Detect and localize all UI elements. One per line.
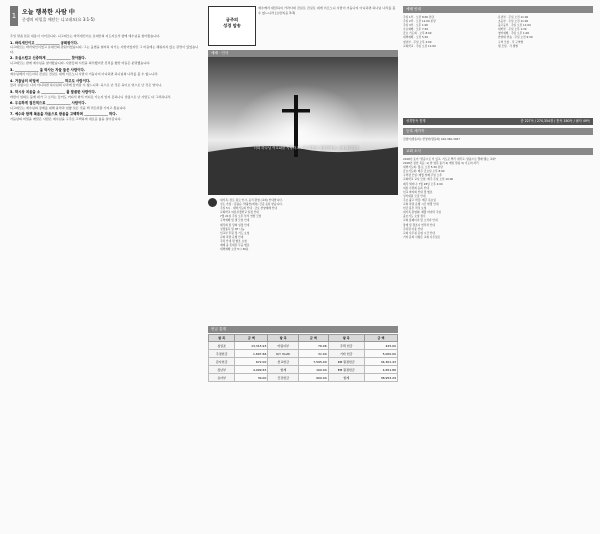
offering-cell: 38,953.29 xyxy=(364,374,397,382)
news-item: 선교 바자회 안내 및 협조 xyxy=(403,189,433,194)
offering-cell: 672.00 xyxy=(235,358,268,366)
news-item: 금요기도회: 매주 금요일 오후 8:00 xyxy=(403,169,445,174)
offering-cell: 900.00 xyxy=(299,374,329,382)
notice-item: 새가족: 장로 원로 인사, 공식 환영 (교회) 안내합니다. xyxy=(220,198,283,202)
news-item: 2018년 표어 "믿음으로 서 있고, 기도로 뿌리 내리고, 말씀으로 열매 맺는 교회" xyxy=(403,157,497,161)
notice-item: 예배 중 휴대폰 무음 협조 xyxy=(220,243,250,248)
sermon-section-text: 예수님께서 이르시되 진실로 진실로 네게 이르노니 사람이 거듭나지 아니하면 하나님의 나라를 볼 수 없느니라. xyxy=(10,72,159,77)
sermon-section-text: 거듭남의 비밀을 깨달은 사람은 예수님을 구주로 고백하며 새로운 삶을 살아갑니다. xyxy=(10,116,122,121)
sermon-section-heading: 1. 바리새인이고 ______________ 공회원이다. xyxy=(10,40,79,45)
offering-table xyxy=(208,334,398,382)
sermon-title: 오늘 행복한 사람 中 xyxy=(22,9,75,16)
news-item: 기타 문의 사항은 교회 사무실로 xyxy=(403,234,441,239)
offering-cell: 합계 xyxy=(268,366,299,374)
offering-cell: K/Y Youth xyxy=(268,350,299,358)
news-item: 여름 수련회 등록 안내 xyxy=(403,185,429,190)
sermon-subtitle: 중생의 비밀을 깨닫는 니고데모(요 3:1-5) xyxy=(22,17,95,22)
worship-header: 예배 안내 xyxy=(403,6,593,13)
sermon-section-text: 니고데모는 밤에 예수님을 찾아왔습니다. 사람들의 시선을 의식했지만 진리를 향한 마음은 분명했습니다. xyxy=(10,60,151,65)
offering-cell: 주정헌금 xyxy=(209,350,235,358)
worship-item: 셀 모임 · 각 셀별 xyxy=(498,43,518,48)
news-item: 교회 차량 운행 시간 변경 안내 xyxy=(403,202,439,207)
notice-item: 7월 21일 주일 오후 부서 연합 모임 xyxy=(220,214,262,219)
offering-row xyxy=(209,366,398,374)
notice-list xyxy=(208,198,398,251)
offering-cell: 76.06 xyxy=(299,342,329,350)
sermon-section-heading: 4. 거듭남의 비밀에 ______________ 하고도 사람이다. xyxy=(10,78,91,83)
sermon-intro: 주일 말씀 본문 내용이 이어집니다. 니고데모는 바리새인이요 유대인의 지도자로서 밤에 예수님을 찾아왔습니다. xyxy=(10,34,161,38)
offering-col-header: 항 목 xyxy=(209,335,235,342)
offering-cell: 어린이부 xyxy=(268,342,299,350)
bible-stat-value: 총 227독 / 270,354장 / 통독 180독 / 필사 49독 xyxy=(520,119,590,123)
notice-item: 구역예배 및 셀 모임 안내 xyxy=(220,218,250,223)
worship-item: 대학부 · 주일 오후 1:30 xyxy=(498,27,527,32)
sermon-section-text: 니고데모는 바리새인이었고 유대인의 관원이었습니다. 그는 율법을 철저히 지키는 사람이었지만 그 마음에는 채워지지 않는 갈망이 있었습니다. xyxy=(10,45,199,54)
worship-item: 수요예배 · 오후 7:30 xyxy=(403,27,429,32)
worship-item: 새벽예배 · 오전 5:30 xyxy=(403,35,429,40)
sermon-section-text: 바람이 임의로 불매 네가 그 소리는 들어도 어디서 와서 어디로 가는지 알지 못하나니 성령으로 난 사람도 다 그러하니라. xyxy=(10,94,172,99)
news-item: 새가족 환영회: 매월 마지막 주일 xyxy=(403,210,442,215)
offering-cell: 주택 헌금 xyxy=(328,342,364,350)
offering-cell: 7,595.00 xyxy=(299,358,329,366)
notice-item: 제직회 및 당회 일정 안내 xyxy=(220,222,250,227)
news-item: 중보기도 요청 접수 xyxy=(403,214,426,219)
sermon-badge: 1 xyxy=(10,6,18,26)
news-item: 교회 사무실 운영 시간 안내 xyxy=(403,230,435,235)
photo-header: 예배 · 인사 xyxy=(208,50,398,57)
memory-verse-text: 예수께서 대답하여 가라사대 진실로 진실로 네게 이르노니 사람이 거듭나지 아니하면 하나님 나라를 볼 수 없느니라 (요한복음 3:3) xyxy=(258,6,396,15)
worship-schedule xyxy=(403,15,593,48)
worship-item: 초등부 · 주일 오전 11:00 xyxy=(498,19,529,24)
offering-cell: 감사헌금 xyxy=(209,358,235,366)
offering-cell: 39.00 xyxy=(235,374,268,382)
notice-item: 주일 5시 · 새벽기도회 안내 · 금요 찬양예배 안내 xyxy=(220,206,277,211)
news-item: 주보 광고 마감: 매주 목요일 xyxy=(403,197,436,202)
offering-col-header: 금 액 xyxy=(235,335,268,342)
offering-cell: 4,099.55 xyxy=(235,366,268,374)
offering-header: 헌금 통계 xyxy=(208,326,398,333)
sermon-section-heading: 2. 조심스럽고 신중하게 ______________ 찾아왔다. xyxy=(10,56,86,61)
news-item: 헌금 봉투 작성 요청 xyxy=(403,206,427,211)
newfamily-text: 김영미(방동희), 함영미(방동희) 410-340-3927 xyxy=(403,137,460,141)
offering-cell: 100.00 xyxy=(299,366,329,374)
worship-item: 유년부 · 주일 오전 11:00 xyxy=(498,15,529,19)
offering-cell: 건강헌금 xyxy=(268,374,299,382)
worship-item: 구역 모임 · 각 구역별 xyxy=(498,39,524,44)
news-item: 성가대원 모집 안내 xyxy=(403,193,426,198)
cross-photo xyxy=(208,57,398,195)
offering-row xyxy=(209,342,398,350)
news-header: 교회 소식 xyxy=(403,148,593,155)
offering-cell: KM 원정헌금 xyxy=(328,358,364,366)
news-item: 교회 홈페이지 및 소식지 안내 xyxy=(403,218,438,223)
news-item: 새벽기도회: 월-토 오전 5:30 본당 xyxy=(403,165,443,170)
offering-cell: 425.00 xyxy=(364,342,397,350)
worship-item: 주일 3부 · 오후 1:00 xyxy=(403,23,428,28)
sermon-section-heading: 3. ______________ 을 막사는 자들 들은 사람이다. xyxy=(10,67,86,72)
worship-item: 청년부 · 주일 오후 2:00 xyxy=(403,39,432,44)
notice-item: 교회학교 여름성경학교 일정 안내 xyxy=(220,210,259,215)
offering-cell: 십일조 xyxy=(209,342,235,350)
bible-stat-label: 성경통독 통계 xyxy=(406,119,426,123)
offering-cell: 5,000.00 xyxy=(364,350,397,358)
news-item: 2018년 실천 목표: 1) 한 영혼 품기 2) 매일 말씀 3) 기도의 자리 xyxy=(403,161,479,166)
sermon-section-text: 니고데모는 예수님의 장례를 위해 몰약과 침향 섞은 것을 백 리트라쯤 가지고 왔습니다. xyxy=(10,105,127,110)
offering-row xyxy=(209,358,398,366)
worship-item: 주일 1부 · 오전 8:00 본당 xyxy=(403,15,435,19)
offering-cell: EM 원정헌금 xyxy=(328,366,364,374)
memory-verse-box xyxy=(208,6,256,46)
worship-item: 영어예배 · 주일 오후 1:00 xyxy=(498,31,530,36)
worship-item: 금요 기도회 · 오후 8:00 xyxy=(403,31,432,36)
offering-cell: 선교헌금 xyxy=(268,358,299,366)
notice-item: 선교부 후원 및 기도 요청 xyxy=(220,230,250,235)
notice-item: 성경통독 및 QT 나눔 xyxy=(220,226,245,231)
offering-col-header: 항 목 xyxy=(328,335,364,342)
news-item: 주차장 이용 안내 xyxy=(403,226,423,231)
worship-item: 주일 2부 · 오전 11:00 본당 xyxy=(403,19,436,24)
sermon-section-heading: 7. 예수와 함께 복음을 자음으로 받음을 고백하며 ______________ 하다. xyxy=(10,112,117,117)
notice-item: 성도 가정 : 김광순, 박광선(애복) 간증 등록 받습니다. xyxy=(220,202,283,207)
sermon-section-heading: 5. 막시상 치음을 소 ______________ 를 말씀한 사람이다. xyxy=(10,89,97,94)
photo-caption: 너희 하나님 여호와를 사랑하고 그의 말씀을 청종하며 또 그에 의지하라 xyxy=(253,146,359,150)
offering-cell: 기타 헌금 xyxy=(328,350,364,358)
offering-col-header: 항 목 xyxy=(268,335,299,342)
worship-item: 찬양대 연습 · 주일 오전 9:30 xyxy=(498,35,533,40)
offering-cell: 34,301.43 xyxy=(364,358,397,366)
offering-cell: 31.00 xyxy=(299,350,329,358)
news-item: 교회학교 교사 모임: 매주 주일 오전 10:00 xyxy=(403,177,454,182)
news-item: 장례 및 경조사 연락처 안내 xyxy=(403,222,435,227)
offering-row xyxy=(209,374,398,382)
bible-stat-bar xyxy=(403,118,593,125)
memory-verse-title: 금주의 성경 암송 xyxy=(223,17,241,28)
person-icon xyxy=(208,198,217,207)
offering-cell: 유아부 xyxy=(209,374,235,382)
notice-item: 교회 차량 운행 안내 xyxy=(220,234,244,239)
worship-item: 중고등부 · 주일 오전 11:00 xyxy=(498,23,531,28)
news-list xyxy=(403,157,593,239)
offering-cell: 13,315.93 xyxy=(235,342,268,350)
news-item: 구역장 모임: 매월 첫째 주일 오후 xyxy=(403,173,442,178)
offering-col-header: 금 액 xyxy=(299,335,329,342)
offering-cell: 4,651.86 xyxy=(364,366,397,374)
offering-col-header: 금 액 xyxy=(364,335,397,342)
worship-item: 교회학교 · 주일 오전 11:00 xyxy=(403,43,436,48)
offering-row xyxy=(209,350,398,358)
sermon-body xyxy=(10,34,200,122)
offering-cell: 1,697.66 xyxy=(235,350,268,358)
offering-cell: 장년부 xyxy=(209,366,235,374)
offering-cell: 합계 xyxy=(328,374,364,382)
notice-item: 주차 안내 및 협조 요청 xyxy=(220,238,247,243)
sermon-section-heading: 6. 우유하게 접진적으로 ______________ 사람이다. xyxy=(10,101,86,106)
news-item: 제직 세미나: 7월 28일 오후 2:00 xyxy=(403,181,443,186)
newfamily-header: 등록 새가족 xyxy=(403,128,593,135)
notice-item: 새벽예배 오전 5시 30분 xyxy=(220,247,249,252)
sermon-section-text: 물과 성령으로 나지 아니하면 하나님의 나라에 들어갈 수 없느니라. 육으로 난 것은 육이요 영으로 난 것은 영이니. xyxy=(10,83,163,88)
